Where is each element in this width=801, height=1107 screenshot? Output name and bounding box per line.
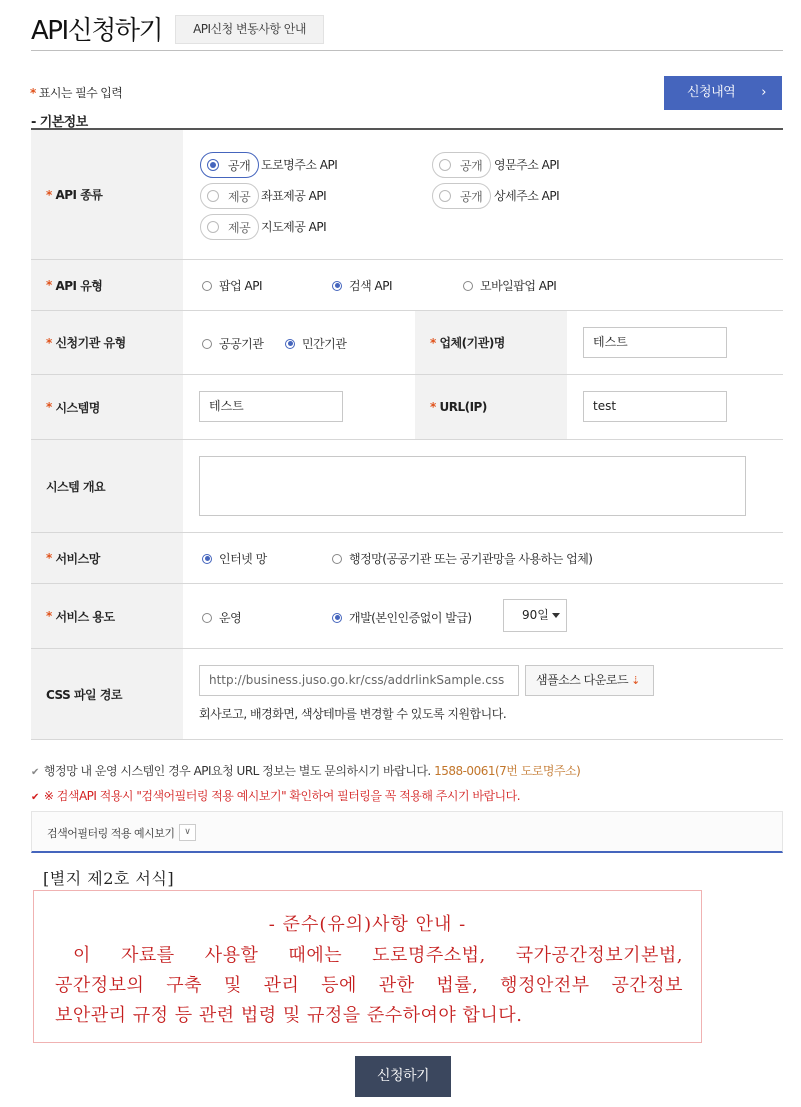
- url-input[interactable]: test: [583, 391, 727, 422]
- api-type-label-coordinate: 좌표제공 API: [261, 189, 327, 203]
- api-type-header: * API 종류: [31, 130, 183, 259]
- badge-public: 공개: [460, 189, 483, 204]
- service-network-label: 서비스망: [55, 551, 100, 566]
- badge-provided: 제공: [228, 189, 251, 204]
- org-type-option-label: 공공기관: [219, 337, 264, 351]
- api-kind-option-label: 팝업 API: [219, 279, 262, 293]
- admin-network-note-text: 행정망 내 운영 시스템인 경우 API요청 URL 정보는 별도 문의하시기 바랍니다.: [43, 764, 431, 778]
- api-kind-option-popup[interactable]: [202, 277, 262, 294]
- api-type-label-detail-address: 상세주소 API: [494, 189, 560, 203]
- row-service-use: [31, 584, 783, 649]
- api-type-label-road-address: 도로명주소 API: [261, 158, 338, 172]
- chevron-down-icon[interactable]: ∨: [179, 824, 196, 841]
- css-path-help: 회사로고, 배경화면, 색상테마를 변경할 수 있도록 지원합니다.: [199, 707, 507, 721]
- api-kind-label: API 유형: [55, 278, 103, 293]
- org-type-label: 신청기관 유형: [55, 336, 126, 350]
- service-use-option-label: 운영: [219, 611, 242, 625]
- row-api-type: [31, 130, 783, 260]
- service-use-header: * 서비스 용도: [31, 584, 183, 648]
- service-use-label: 서비스 용도: [55, 609, 115, 624]
- compliance-line-3: 보안관리 규정 등 관련 법령 및 규정을 준수하여야 합니다.: [55, 1005, 523, 1026]
- system-name-label: 시스템명: [55, 400, 100, 415]
- filter-warning-text: ※ 검색API 적용시 "검색어필터링 적용 예시보기" 확인하여 필터링을 꼭 적용해 주시기 바랍니다.: [43, 789, 521, 803]
- page-title: API신청하기: [31, 16, 163, 46]
- application-history-label: 신청내역: [687, 85, 736, 100]
- org-type-option-private[interactable]: [285, 335, 346, 352]
- api-kind-option-label: 검색 API: [349, 279, 392, 293]
- filter-warning-note: [31, 787, 520, 804]
- download-icon: ⇣: [631, 674, 640, 687]
- api-kind-option-label: 모바일팝업 API: [480, 279, 557, 293]
- badge-provided: 제공: [228, 220, 251, 235]
- api-kind-option-search[interactable]: [332, 277, 392, 294]
- row-system-name: [31, 375, 783, 440]
- api-change-notice-button[interactable]: API신청 변동사항 안내: [175, 15, 324, 44]
- required-note: [30, 84, 122, 101]
- filter-example-label: 검색어필터링 적용 예시보기: [47, 827, 175, 840]
- radio-icon: [439, 190, 451, 202]
- form-number-label: [별지 제2호 서식]: [43, 869, 175, 888]
- admin-network-note: [31, 762, 580, 779]
- radio-icon: [207, 190, 219, 202]
- compliance-notice-title: - 준수(유의)사항 안내 -: [268, 914, 467, 935]
- row-api-kind: [31, 260, 783, 311]
- company-name-input[interactable]: 테스트: [583, 327, 727, 358]
- css-path-label: CSS 파일 경로: [46, 687, 122, 702]
- service-network-option-label: 행정망(공공기관 또는 공기관망을 사용하는 업체): [349, 552, 593, 566]
- css-path-input[interactable]: http://business.juso.go.kr/css/addrlinkSample.css: [199, 665, 519, 696]
- company-name-header: * 업체(기관)명: [415, 311, 567, 374]
- radio-icon: [207, 159, 219, 171]
- org-type-header: * 신청기관 유형: [31, 311, 183, 374]
- download-label: 샘플소스 다운로드: [536, 673, 629, 687]
- required-note-text: 표시는 필수 입력: [38, 86, 123, 100]
- submit-application-button[interactable]: 신청하기: [355, 1056, 451, 1097]
- api-type-option-coordinate[interactable]: [200, 183, 259, 209]
- system-overview-textarea[interactable]: [199, 456, 746, 516]
- org-type-option-label: 민간기관: [302, 337, 347, 351]
- compliance-notice-box: [33, 890, 702, 1043]
- system-name-header: * 시스템명: [31, 375, 183, 439]
- form-table: [31, 128, 783, 740]
- row-system-overview: [31, 440, 783, 533]
- service-use-option-operation[interactable]: [202, 609, 241, 626]
- service-use-option-development[interactable]: [332, 609, 472, 626]
- api-type-option-english-address[interactable]: [432, 152, 491, 178]
- org-type-option-public[interactable]: [202, 335, 263, 352]
- caret-down-icon: [552, 613, 560, 618]
- radio-icon: [207, 221, 219, 233]
- api-type-option-detail-address[interactable]: [432, 183, 491, 209]
- badge-public: 공개: [228, 158, 251, 173]
- api-type-options: [183, 130, 783, 259]
- service-network-option-admin[interactable]: [332, 550, 592, 567]
- row-service-network: [31, 533, 783, 584]
- period-select-value: 90일: [522, 608, 549, 622]
- title-divider: [31, 50, 783, 51]
- service-network-option-label: 인터넷 망: [219, 552, 267, 566]
- api-type-option-road-address[interactable]: [200, 152, 259, 178]
- api-kind-option-mobile-popup[interactable]: [463, 277, 556, 294]
- url-header: * URL(IP): [415, 375, 567, 439]
- badge-public: 공개: [460, 158, 483, 173]
- system-overview-label: 시스템 개요: [46, 479, 106, 494]
- css-path-header: [31, 649, 183, 739]
- sample-source-download-button[interactable]: [525, 665, 654, 696]
- application-history-button[interactable]: [664, 76, 782, 110]
- check-icon: ✔: [31, 792, 39, 803]
- compliance-line-1: 이 자료를 사용할 때에는 도로명주소법, 국가공간정보기본법,: [73, 945, 683, 966]
- company-name-label: 업체(기관)명: [439, 336, 505, 350]
- system-name-input[interactable]: 테스트: [199, 391, 343, 422]
- system-overview-header: [31, 440, 183, 532]
- filter-example-bar[interactable]: [31, 811, 783, 853]
- required-star: *: [30, 86, 36, 100]
- contact-phone: 1588-0061(7번 도로명주소): [434, 764, 581, 778]
- check-icon: ✔: [31, 767, 39, 778]
- api-type-label-map: 지도제공 API: [261, 220, 327, 234]
- url-label: URL(IP): [439, 400, 487, 414]
- api-type-label-english-address: 영문주소 API: [494, 158, 560, 172]
- row-org-type: [31, 311, 783, 375]
- section-title: - 기본정보: [31, 115, 88, 130]
- row-css-path: [31, 649, 783, 740]
- compliance-line-2: 공간정보의 구축 및 관리 등에 관한 법률, 행정안전부 공간정보: [55, 975, 683, 996]
- period-select[interactable]: [503, 599, 567, 632]
- api-kind-header: * API 유형: [31, 260, 183, 310]
- service-network-header: * 서비스망: [31, 533, 183, 583]
- compliance-notice-body: [55, 941, 683, 1031]
- radio-icon: [439, 159, 451, 171]
- api-type-option-map[interactable]: [200, 214, 259, 240]
- chevron-right-icon: ›: [761, 85, 766, 100]
- api-type-label: API 종류: [55, 188, 103, 202]
- service-network-option-internet[interactable]: [202, 550, 267, 567]
- service-use-option-label: 개발(본인인증없이 발급): [349, 611, 472, 625]
